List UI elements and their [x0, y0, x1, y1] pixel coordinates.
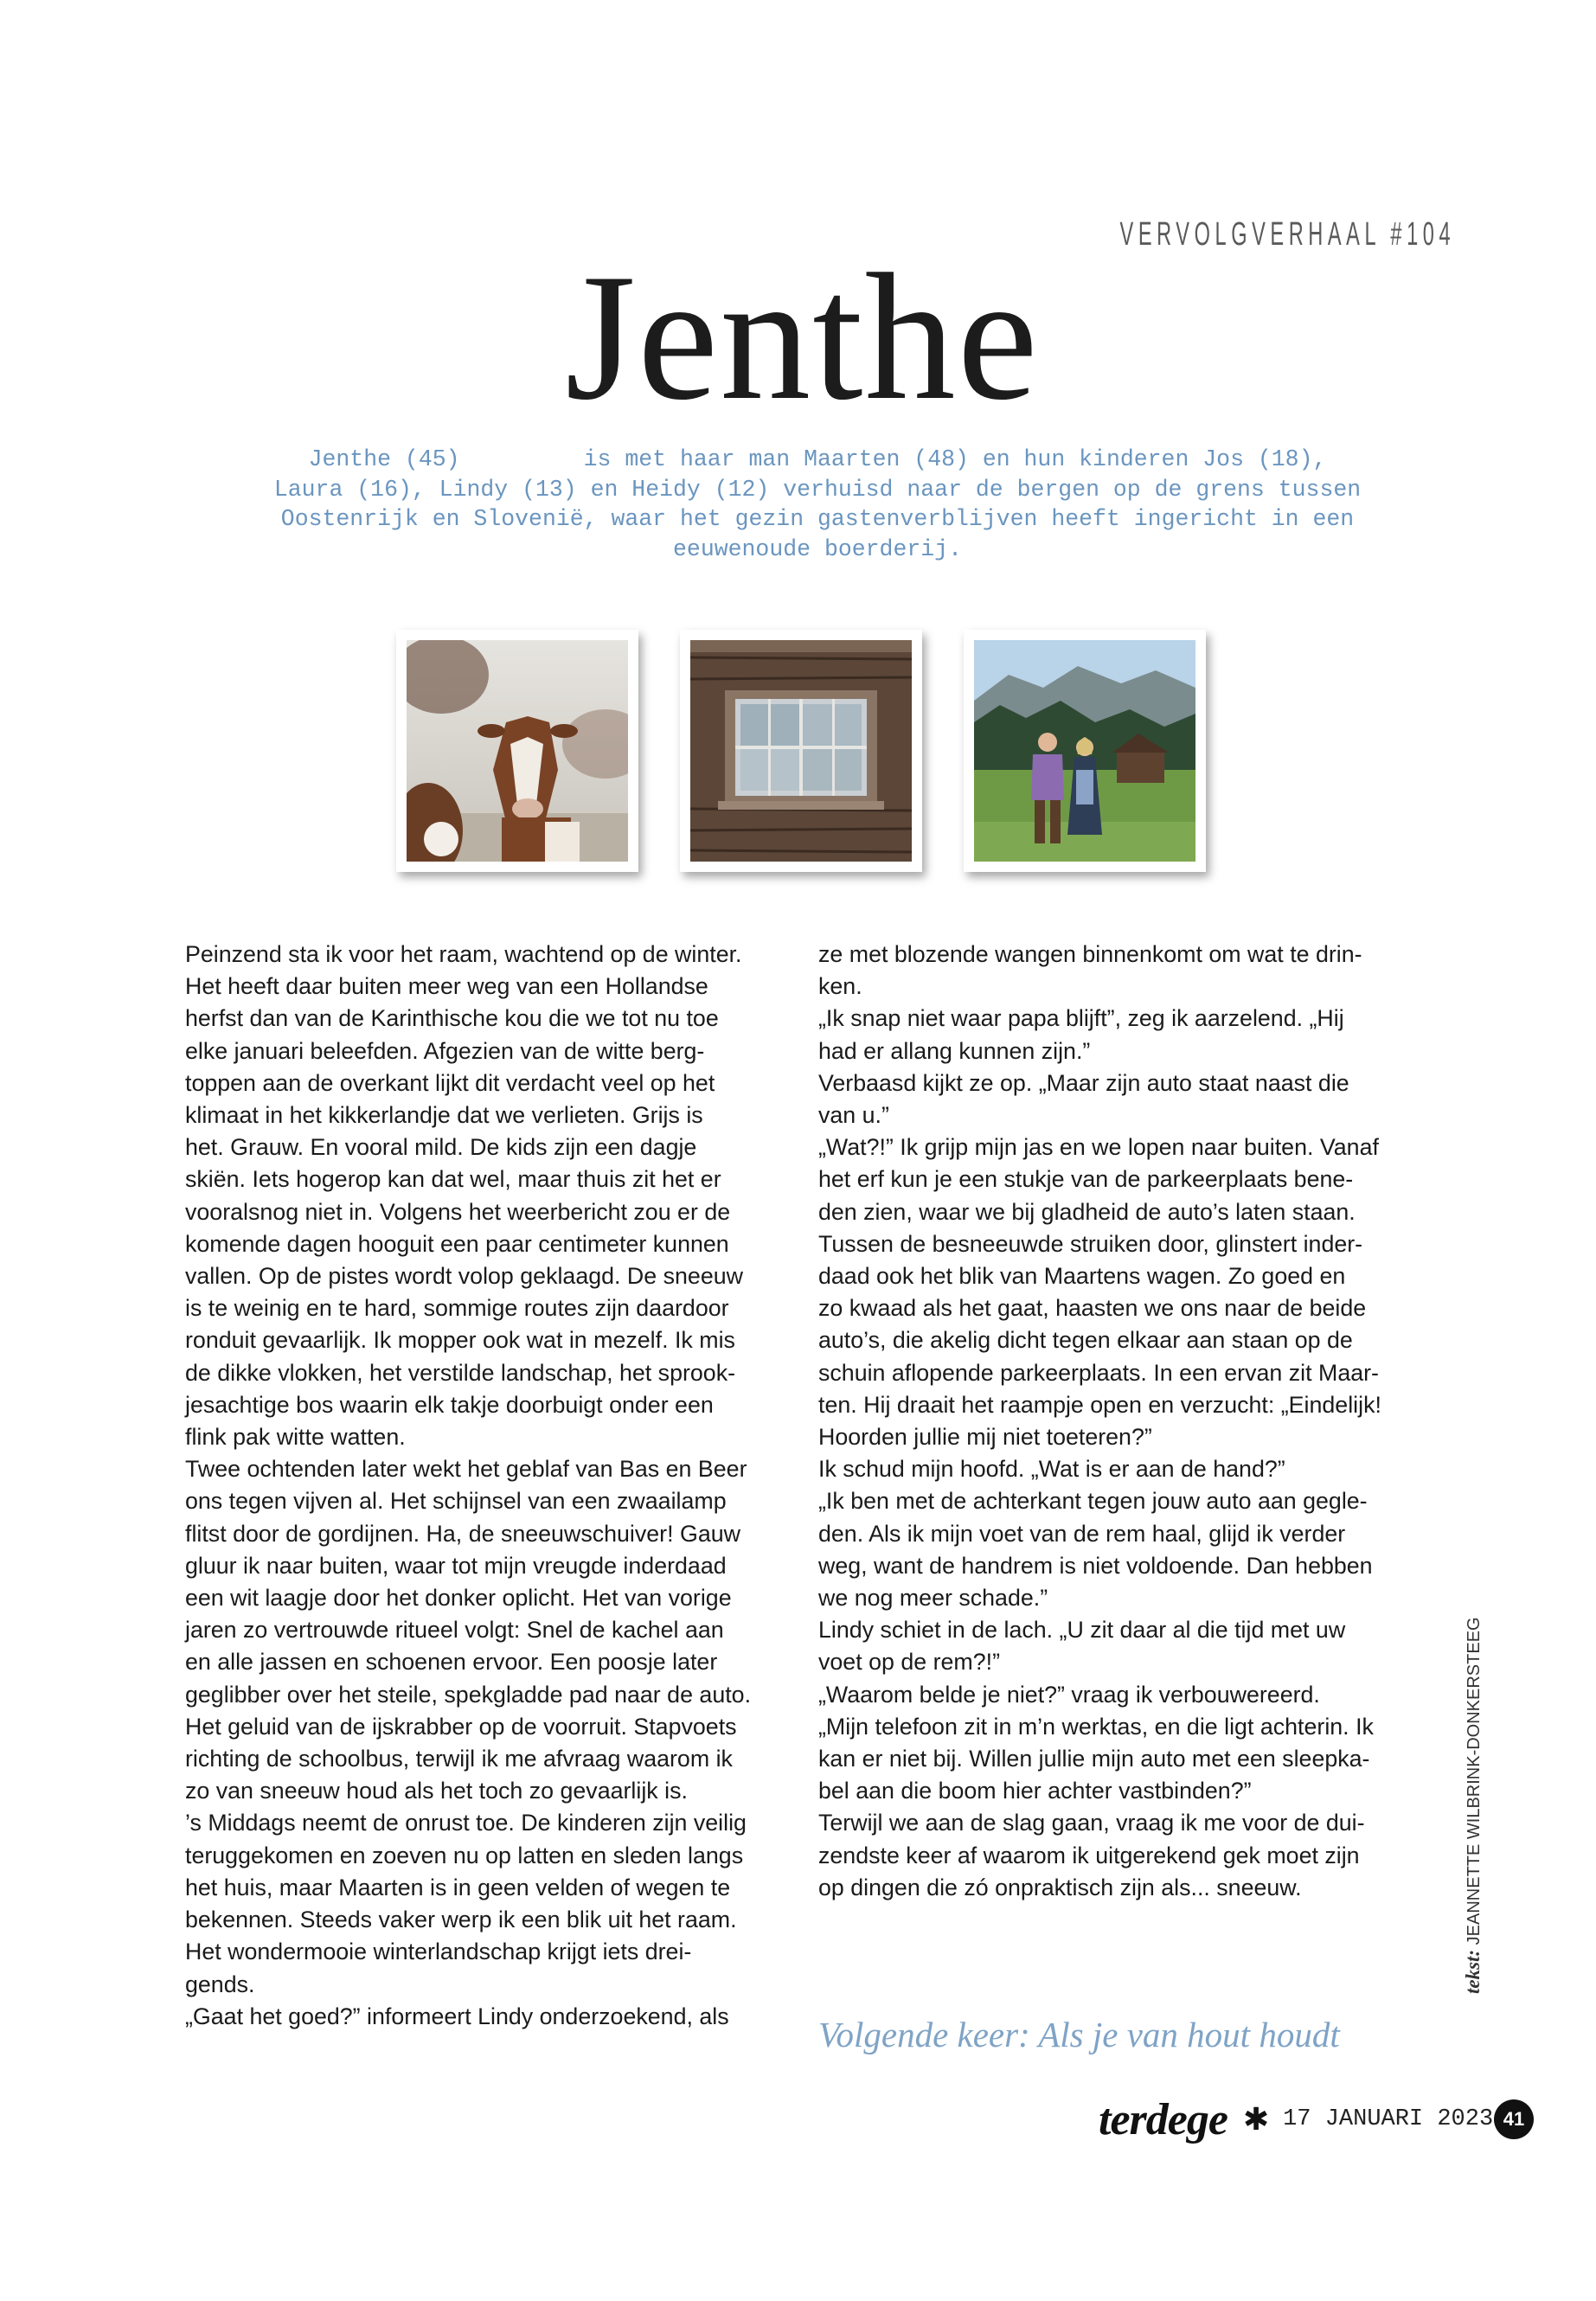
article-line: Het heeft daar buiten meer weg van een Hollandse [185, 973, 708, 1000]
article-line: het erf kun je een stukje van de parkeerplaats bene- [818, 1166, 1354, 1193]
intro-line: Laura (16), Lindy (13) en Heidy (12) verhuisd naar de bergen op de grens tussen [273, 476, 1362, 503]
article-line: en alle jassen en schoenen ervoor. Een poosje later [185, 1649, 718, 1676]
intro-line: eeuwenoude boerderij. [673, 535, 962, 562]
article-line: van u.” [818, 1102, 889, 1129]
article-line: flitst door de gordijnen. Ha, de sneeuwschuiver! Gauw [185, 1520, 740, 1547]
article-column-1 [185, 939, 786, 2033]
article-line: ons tegen vijven al. Het schijnsel van een zwaailamp [185, 1488, 727, 1515]
article-line: Tussen de besneeuwde struiken door, glinstert inder- [818, 1230, 1363, 1257]
article-line: den. Als ik mijn voet van de rem haal, glijd ik verder [818, 1520, 1346, 1547]
magazine-logo: terdege [1099, 2094, 1227, 2144]
article-line: bekennen. Steeds vaker werp ik een blik uit het raam. [185, 1907, 737, 1933]
article-line: richting de schoolbus, terwijl ik me afvraag waarom ik [185, 1746, 733, 1772]
article-line: het huis, maar Maarten is in geen velden of wegen te [185, 1874, 731, 1900]
article-line: gends. [185, 1971, 255, 1997]
article-line: zendste keer af waarom ik uitgerekend gek moet zijn [818, 1842, 1360, 1868]
article-line: jesachtige bos waarin elk takje doorbuigt onder een [185, 1391, 714, 1418]
article-line: Verbaasd kijkt ze op. „Maar zijn auto staat naast die [818, 1069, 1349, 1096]
article-line: schuin aflopende parkeerplaats. In een ervan zit Maar- [818, 1359, 1379, 1386]
next-episode: Volgende keer: Als je van hout houdt [818, 2015, 1340, 2054]
article-line: flink pak witte watten. [185, 1424, 406, 1451]
issue-date: 17 JANUARI 2023 [1283, 2106, 1494, 2132]
article-line: skiën. Iets hogerop kan dat wel, maar thuis zit het er [185, 1166, 721, 1193]
author-credit [1462, 1617, 1484, 1994]
article-line: Het wondermooie winterlandschap krijgt iets drei- [185, 1939, 692, 1965]
asterisk-icon: ✱ [1242, 2101, 1270, 2137]
page-title: Jenthe [565, 237, 1040, 438]
article-line: ronduit gevaarlijk. Ik mopper ook wat in mezelf. Ik mis [185, 1327, 735, 1354]
article-line: toppen aan de overkant lijkt dit verdacht veel op het [185, 1069, 715, 1096]
window-photo [680, 630, 922, 872]
article-column-2 [818, 939, 1424, 1904]
article-line: Hoorden jullie mij niet toeteren?” [818, 1424, 1152, 1451]
article-line: zo kwaad als het gaat, haasten we ons naar de beide [818, 1295, 1367, 1322]
article-line: we nog meer schade.” [818, 1585, 1048, 1612]
article-line: is te weinig en te hard, sommige routes zijn daardoor [185, 1295, 729, 1322]
intro-line: Oostenrijk en Slovenië, waar het gezin gastenverblijven heeft ingericht in een [280, 506, 1355, 532]
article-line: ten. Hij draait het raampje open en verzucht: „Eindelijk! [818, 1391, 1381, 1418]
article-line: „Wat?!” Ik grijp mijn jas en we lopen naar buiten. Vanaf [818, 1134, 1379, 1161]
page-number: 41 [1494, 2099, 1534, 2139]
article-line: ken. [818, 973, 862, 1000]
article-line: het. Grauw. En vooral mild. De kids zijn een dagje [185, 1134, 697, 1161]
credit-label: tekst: [1462, 1949, 1484, 1994]
article-line: elke januari beleefden. Afgezien van de witte berg- [185, 1037, 705, 1064]
article-line: Terwijl we aan de slag gaan, vraag ik me voor de dui- [818, 1810, 1365, 1836]
article-line: klimaat in het kikkerlandje dat we verlieten. Grijs is [185, 1102, 703, 1129]
article-line: bel aan die boom hier achter vastbinden?” [818, 1778, 1252, 1804]
article-line: geglibber over het steile, spekgladde pad naar de auto. [185, 1681, 752, 1708]
article-line: een wit laagje door het donker oplicht. Het van vorige [185, 1585, 732, 1612]
article-line: vallen. Op de pistes wordt volop geklaagd. De sneeuw [185, 1263, 743, 1290]
article-line: Lindy schiet in de lach. „U zit daar al die tijd met uw [818, 1617, 1346, 1644]
article-line: had er allang kunnen zijn.” [818, 1037, 1091, 1064]
article-line: ze met blozende wangen binnenkomt om wat te drin- [818, 941, 1362, 967]
article-line: voet op de rem?!” [818, 1649, 1001, 1676]
article-line: Het geluid van de ijskrabber op de voorruit. Stapvoets [185, 1713, 737, 1740]
article-line: zo van sneeuw houd als het toch zo gevaarlijk is. [185, 1778, 688, 1804]
article-line: Twee ochtenden later wekt het geblaf van Bas en Beer [185, 1456, 747, 1483]
article-line: komende dagen hooguit een paar centimeter kunnen [185, 1230, 729, 1257]
article-line: Peinzend sta ik voor het raam, wachtend op de winter. [185, 941, 742, 967]
article-line: Ik schud mijn hoofd. „Wat is er aan de hand?” [818, 1456, 1285, 1483]
article-line: ’s Middags neemt de onrust toe. De kinderen zijn veilig [185, 1810, 747, 1836]
article-line: vooralsnog niet in. Volgens het weerbericht zou er de [185, 1198, 731, 1225]
intro-text [242, 445, 1393, 564]
cow-photo [396, 630, 638, 872]
article-line: „Ik snap niet waar papa blijft”, zeg ik aarzelend. „Hij [818, 1005, 1344, 1032]
article-line: „Ik ben met de achterkant tegen jouw auto aan gegle- [818, 1488, 1368, 1515]
article-line: op dingen die zó onpraktisch zijn als... sneeuw. [818, 1874, 1302, 1900]
article-line: auto’s, die akelig dicht tegen elkaar aan staan op de [818, 1327, 1353, 1354]
article-line: „Gaat het goed?” informeert Lindy onderzoekend, als [185, 2003, 729, 2029]
article-line: teruggekomen en zoeven nu op latten en sleden langs [185, 1842, 744, 1868]
article-line: jaren zo vertrouwde ritueel volgt: Snel de kachel aan [185, 1617, 724, 1644]
article-line: gluur ik naar buiten, waar tot mijn vreugde inderdaad [185, 1552, 727, 1579]
couple-photo [964, 630, 1206, 872]
article-line: kan er niet bij. Willen jullie mijn auto met een sleepka- [818, 1746, 1370, 1772]
article-line: „Waarom belde je niet?” vraag ik verbouwereerd. [818, 1681, 1320, 1708]
intro-line: Jenthe (45) is met haar man Maarten (48) en hun kinderen Jos (18), [308, 446, 1327, 472]
article-line: herfst dan van de Karinthische kou die we tot nu toe [185, 1005, 719, 1032]
article-line: daad ook het blik van Maartens wagen. Zo goed en [818, 1263, 1346, 1290]
footer [1099, 2095, 1493, 2144]
article-line: weg, want de handrem is niet voldoende. Dan hebben [818, 1552, 1373, 1579]
article-line: „Mijn telefoon zit in m’n werktas, en die ligt achterin. Ik [818, 1713, 1374, 1740]
article-line: den zien, waar we bij gladheid de auto’s laten staan. [818, 1198, 1356, 1225]
credit-author: JEANNETTE WILBRINK-DONKERSTEEG [1465, 1617, 1484, 1950]
series-label: VERVOLGVERHAAL #104 [1119, 216, 1455, 253]
article-line: de dikke vlokken, het verstilde landschap, het sprook- [185, 1359, 736, 1386]
